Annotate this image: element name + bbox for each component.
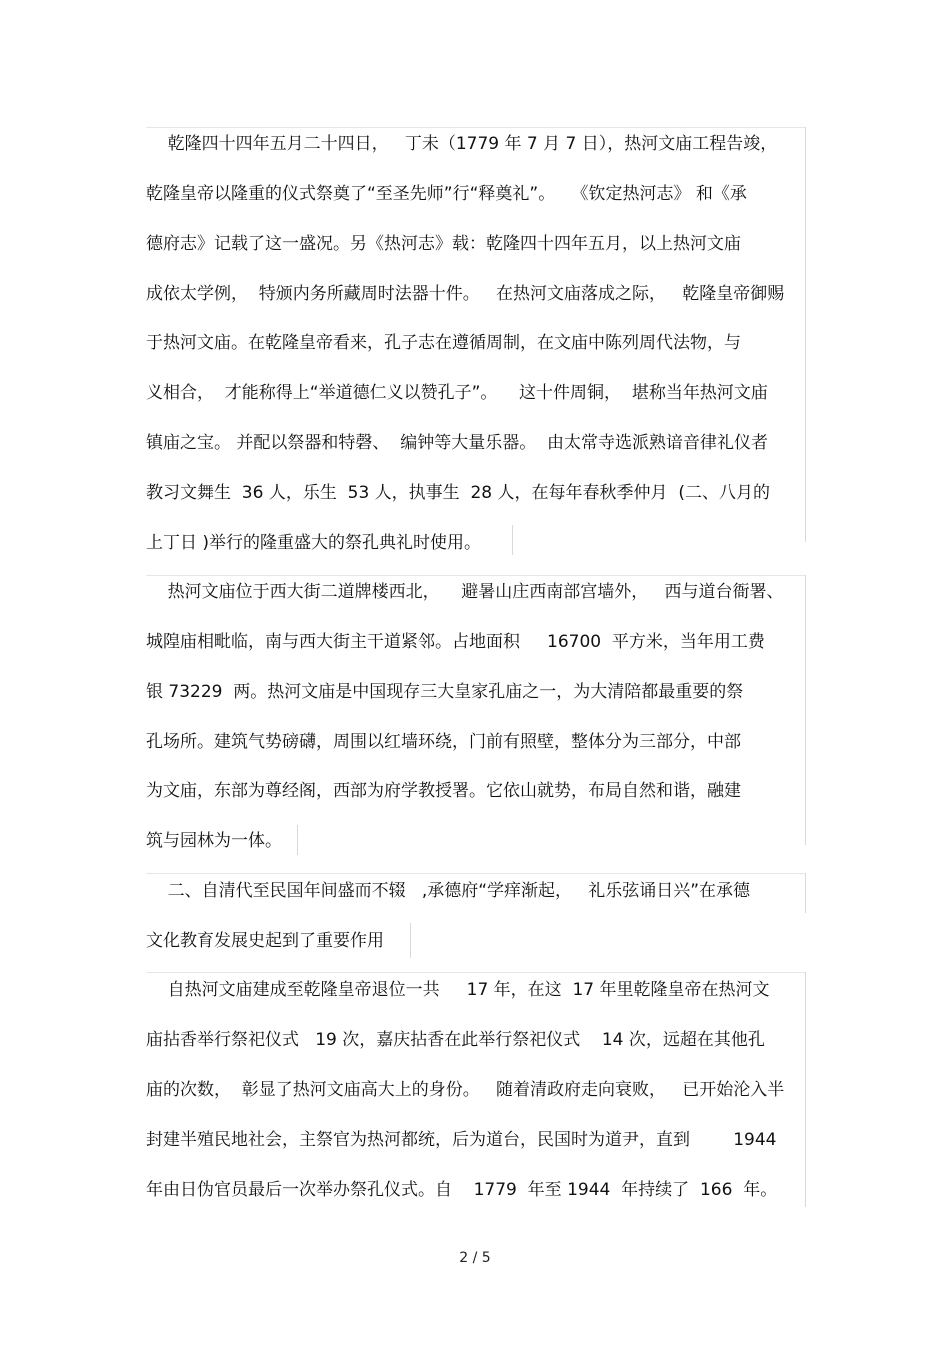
right-rule: [410, 923, 411, 958]
text-line: 城隍庙相毗临，南与西大街主干道紧邻。占地面积 16700 平方米，当年用工费: [146, 632, 765, 652]
right-rule: [512, 525, 513, 555]
text-line: 孔场所。建筑气势磅礴，周围以红墙环绕，门前有照壁，整体分为三部分，中部: [146, 732, 741, 752]
text-line: 乾隆皇帝以隆重的仪式祭奠了“至圣先师”行“释奠礼”。 《钦定热河志》 和《承: [146, 184, 747, 204]
text-line: 热河文庙位于西大街二道牌楼西北， 避暑山庄西南部宫墙外， 西与道台衙署、: [146, 582, 784, 602]
right-rule: [297, 825, 298, 855]
text-line: 银 73229 两。热河文庙是中国现存三大皇家孔庙之一，为大清陪都最重要的祭: [146, 682, 744, 702]
text-line: 筑与园林为一体。: [146, 831, 282, 851]
page-number: 2 / 5: [459, 1250, 491, 1266]
text-line: 为文庙，东部为尊经阁，西部为府学教授署。它依山就势，布局自然和谐，融建: [146, 781, 741, 801]
top-rule: [146, 575, 806, 576]
right-rule: [805, 972, 806, 1207]
right-rule: [805, 575, 806, 845]
text-line: 庙拈香举行祭祀仪式 19 次，嘉庆拈香在此举行祭祀仪式 14 次，远超在其他孔: [146, 1030, 765, 1050]
right-rule: [805, 873, 806, 913]
top-rule: [146, 873, 806, 874]
text-line: 德府志》记载了这一盛况。另《热河志》载：乾隆四十四年五月，以上热河文庙: [146, 234, 741, 254]
text-line: 成依太学例， 特颁内务所藏周时法器十件。 在热河文庙落成之际， 乾隆皇帝御赐: [146, 284, 785, 304]
text-line: 自热河文庙建成至乾隆皇帝退位一共 17 年，在这 17 年里乾隆皇帝在热河文: [146, 980, 770, 1000]
text-line: 上丁日 )举行的隆重盛大的祭孔典礼时使用。: [146, 533, 482, 553]
text-line: 文化教育发展史起到了重要作用: [146, 931, 384, 951]
top-rule: [146, 972, 806, 973]
text-line: 封建半殖民地社会，主祭官为热河都统，后为道台，民国时为道尹，直到 1944: [146, 1130, 777, 1150]
text-line: 于热河文庙。在乾隆皇帝看来，孔子志在遵循周制，在文庙中陈列周代法物，与: [146, 333, 741, 353]
text-line: 镇庙之宝。 并配以祭器和特磬、 编钟等大量乐器。 由太常寺选派熟谙音律礼仪者: [146, 433, 769, 453]
text-line: 乾隆四十四年五月二十四日， 丁未（1779 年 7 月 7 日），热河文庙工程告竣，: [146, 134, 778, 154]
text-line: 年由日伪官员最后一次举办祭孔仪式。自 1779 年至 1944 年持续了 166 年。: [146, 1180, 778, 1200]
top-rule: [146, 127, 806, 128]
right-rule: [805, 127, 806, 542]
text-line: 教习文舞生 36 人，乐生 53 人，执事生 28 人，在每年春秋季仲月 (二、八月的: [146, 483, 770, 503]
text-line: 庙的次数， 彰显了热河文庙高大上的身份。 随着清政府走向衰败， 已开始沦入半: [146, 1080, 785, 1100]
text-line: 二、自清代至民国年间盛而不辍 ,承德府“学痒渐起， 礼乐弦诵日兴”在承德: [146, 881, 751, 901]
text-line: 义相合， 才能称得上“举道德仁义以赞孔子”。 这十件周铜， 堪称当年热河文庙: [146, 383, 768, 403]
